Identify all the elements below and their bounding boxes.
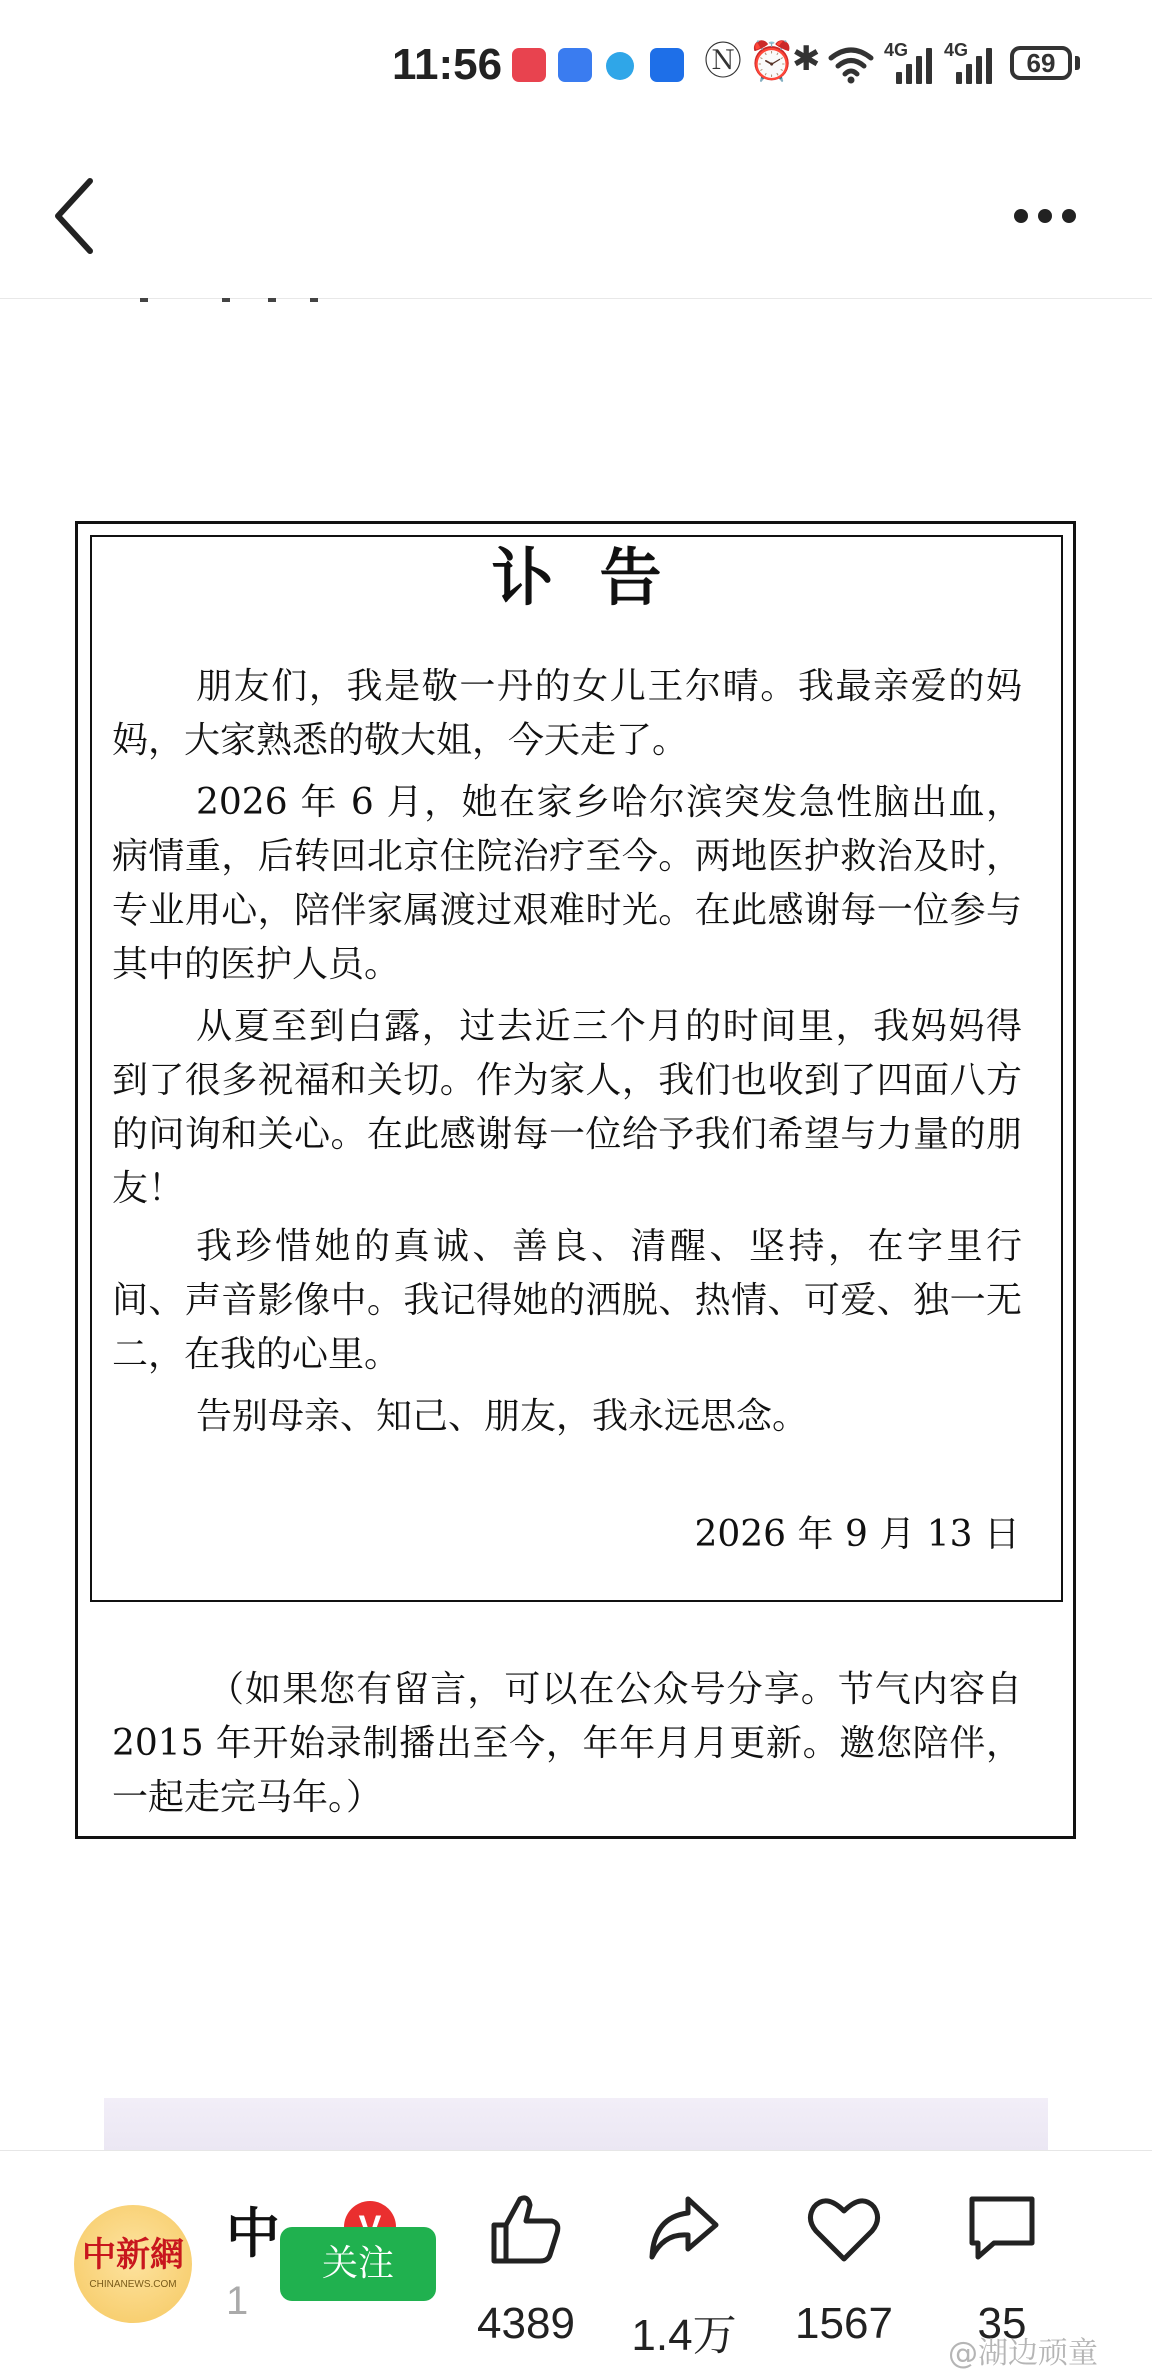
nav-bar — [0, 135, 1152, 299]
battery-icon: 69 — [1010, 46, 1072, 80]
heart-icon — [806, 2191, 882, 2267]
obituary-paragraph: 从夏至到白露，过去近三个月的时间里，我妈妈得到了很多祝福和关切。作为家人，我们也收到了四面八方的问询和关心。在此感谢每一位给予我们希望与力量的朋友！ — [112, 1006, 1022, 1209]
wifi-icon — [828, 46, 874, 84]
scrolled-text-remnant — [222, 298, 230, 302]
like-button[interactable] — [456, 2191, 596, 2371]
obituary-title: 讣告 — [491, 541, 708, 614]
nfc-icon: Ⓝ — [704, 39, 743, 83]
more-dots-icon — [1014, 209, 1028, 223]
obituary-paragraph: 2026 年 6 月，她在家乡哈尔滨突发急性脑出血，病情重，后转回北京住院治疗至今。两地医护救治及时，专业用心，陪伴家属渡过艰难时光。在此感谢每一位参与其中的医护人员。 — [112, 782, 1022, 985]
weibo-watermark: @湖边顽童 — [948, 2336, 1098, 2371]
app-store-icon — [650, 48, 684, 82]
avatar-logo-subtext: CHINANEWS.COM — [89, 2279, 177, 2290]
network-label: 4G — [944, 40, 969, 60]
share-count: 1.4万 — [631, 2311, 737, 2360]
cell-signal-2-icon — [944, 40, 996, 84]
favorite-count: 1567 — [795, 2299, 893, 2348]
huawei-video-icon — [512, 48, 546, 82]
avatar-logo-text: 中新網 — [82, 2235, 184, 2275]
more-button[interactable] — [1004, 195, 1084, 235]
author-subtext: 1 — [226, 2279, 249, 2323]
scrolled-text-remnant — [140, 298, 148, 302]
status-time: 11:56 — [392, 40, 503, 89]
obituary-paragraph: 我珍惜她的真诚、善良、清醒、坚持，在字里行间、声音影像中。我记得她的洒脱、热情、可爱、独一无二，在我的心里。 — [112, 1226, 1022, 1375]
more-dots-icon — [1062, 209, 1076, 223]
like-count: 4389 — [477, 2299, 575, 2348]
more-dots-icon — [1038, 209, 1052, 223]
battery-tip — [1075, 56, 1080, 70]
next-image-preview[interactable] — [104, 2098, 1048, 2150]
status-bar — [0, 0, 1152, 135]
obituary-paragraph: 朋友们，我是敬一丹的女儿王尔晴。我最亲爱的妈妈，大家熟悉的敬大姐，今天走了。 — [112, 666, 1022, 761]
comment-bubble-icon — [964, 2191, 1040, 2267]
favorite-button[interactable] — [774, 2191, 914, 2371]
share-arrow-icon — [646, 2191, 722, 2267]
thumbs-up-icon — [488, 2191, 564, 2267]
cell-signal-1-icon — [884, 40, 936, 84]
back-button[interactable] — [44, 171, 114, 261]
author-avatar[interactable] — [74, 2205, 192, 2323]
obituary-note: （如果您有留言，可以在公众号分享。节气内容自 2015 年开始录制播出至今，年年月月更新。邀您陪伴，一起走完马年。） — [112, 1669, 1022, 1818]
browser-icon — [606, 52, 634, 80]
scrolled-text-remnant — [268, 298, 276, 302]
share-button[interactable] — [614, 2191, 754, 2371]
obituary-paragraph: 告别母亲、知己、朋友，我永远思念。 — [196, 1396, 809, 1437]
obituary-date: 2026 年 9 月 13 日 — [694, 1514, 1020, 1555]
author-name[interactable]: 中 — [226, 2202, 280, 2265]
scrolled-text-remnant — [310, 298, 318, 302]
comment-count: 35 — [977, 2299, 1027, 2348]
bluetooth-icon: ✱ — [792, 39, 821, 79]
chevron-left-icon — [44, 171, 114, 261]
app-rings-icon — [558, 48, 592, 82]
network-label: 4G — [884, 40, 909, 60]
follow-button[interactable]: 关注 — [280, 2227, 436, 2301]
alarm-icon: ⏰ — [748, 39, 796, 83]
